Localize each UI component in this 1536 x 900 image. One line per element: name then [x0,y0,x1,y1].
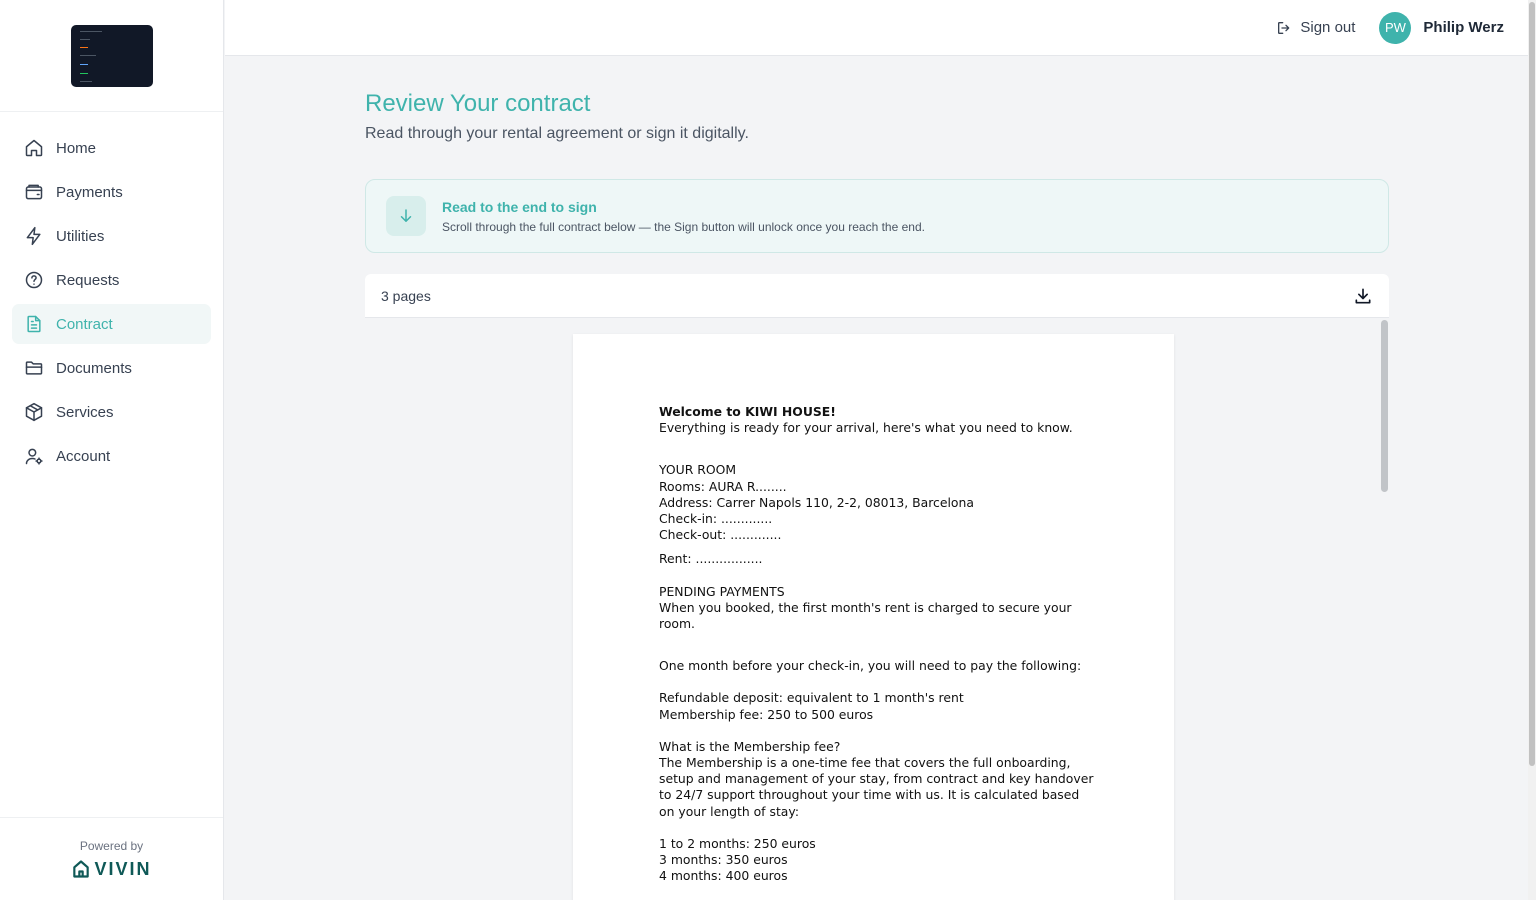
sidebar-item-label: Account [56,447,111,465]
sidebar-item-label: Documents [56,359,132,377]
banner-description: Scroll through the full contract below — the Sign button will unlock once you reach the end. [442,219,925,234]
powered-by [0,817,223,900]
powered-by-label: Powered by [79,838,144,853]
top-header [225,0,1536,56]
sidebar-item-requests[interactable] [12,260,211,300]
contract-rent: Rent: ................. [659,551,763,567]
sidebar-nav [0,112,223,476]
contract-pending-heading: PENDING PAYMENTS [659,583,785,599]
pages-count: 3 pages [381,287,431,304]
page-scrollbar-thumb[interactable] [1529,2,1535,766]
sidebar [0,0,224,900]
contract-membership-question: What is the Membership fee? [659,738,841,754]
document-scroll-area[interactable] [365,318,1389,900]
avatar[interactable]: PW [1379,12,1411,44]
sidebar-item-label: Requests [56,271,120,289]
viewer-scrollbar-thumb[interactable] [1381,320,1388,492]
contract-membership-fee: Membership fee: 250 to 500 euros [659,706,874,722]
contract-pending-line: room. [659,616,695,632]
sidebar-item-utilities[interactable] [12,216,211,256]
contract-intro: Everything is ready for your arrival, here's what you need to know. [659,420,1073,436]
contract-tier: 3 months: 350 euros [659,852,788,868]
banner-title: Read to the end to sign [442,198,597,215]
sign-out-icon [1276,20,1292,36]
sidebar-item-label: Utilities [56,227,105,245]
home-icon [24,138,44,158]
contract-tier: 1 to 2 months: 250 euros [659,835,816,851]
sign-out-label: Sign out [1300,19,1356,36]
viewer-toolbar [365,274,1389,318]
contract-rooms: Rooms: AURA R........ [659,478,787,494]
contract-room-heading: YOUR ROOM [659,462,737,478]
contract-tier: 4 months: 400 euros [659,868,788,884]
contract-checkin: Check-in: ............. [659,511,773,527]
contract-page [573,334,1174,900]
user-settings-icon [24,446,44,466]
wallet-icon [24,182,44,202]
help-circle-icon [24,270,44,290]
contract-deposit: Refundable deposit: equivalent to 1 month's rent [659,690,964,706]
contract-welcome: Welcome to KIWI HOUSE! [659,404,836,419]
arrow-down-icon [397,207,415,225]
sidebar-item-contract[interactable] [12,304,211,344]
page-subtitle: Read through your rental agreement or sign it digitally. [365,125,749,142]
sidebar-item-services[interactable] [12,392,211,432]
brand-name: VIVIN [94,858,152,879]
contract-membership-line: to 24/7 support throughout your time with us. It is calculated based [659,787,1080,803]
page-scrollbar[interactable] [1528,0,1536,900]
user-name[interactable]: Philip Werz [1423,19,1504,36]
contract-membership-line: on your length of stay: [659,803,799,819]
download-button[interactable] [1353,286,1373,306]
banner-icon-wrap [386,196,426,236]
contract-membership-line: The Membership is a one-time fee that covers the full onboarding, [659,755,1071,771]
sidebar-item-payments[interactable] [12,172,211,212]
viewer-scrollbar[interactable] [1379,318,1389,900]
lightning-icon [24,226,44,246]
sidebar-item-account[interactable] [12,436,211,476]
main-content [365,56,1389,900]
contract-address: Address: Carrer Napols 110, 2-2, 08013, Barcelona [659,494,974,510]
contract-checkout: Check-out: ............. [659,527,782,543]
contract-month-before: One month before your check-in, you will need to pay the following: [659,658,1082,674]
sidebar-item-label: Contract [56,315,113,333]
folder-icon [24,358,44,378]
sidebar-item-label: Services [56,403,114,421]
sign-out-button[interactable] [1276,19,1355,36]
sidebar-item-label: Payments [56,183,123,201]
sidebar-item-label: Home [56,139,97,157]
contract-membership-line: setup and management of your stay, from contract and key handover [659,771,1094,787]
logo-area [0,0,223,112]
sidebar-item-home[interactable] [12,128,211,168]
read-to-sign-banner [365,179,1389,253]
contract-pending-line: When you booked, the first month's rent is charged to secure your [659,599,1072,615]
document-icon [24,314,44,334]
contract-viewer [365,274,1389,900]
sidebar-item-documents[interactable] [12,348,211,388]
page-title: Review Your contract [365,90,591,117]
download-icon [1353,286,1373,306]
package-icon [24,402,44,422]
app-logo[interactable] [71,25,153,87]
house-logo-icon [71,859,91,879]
brand-logo [71,859,151,880]
